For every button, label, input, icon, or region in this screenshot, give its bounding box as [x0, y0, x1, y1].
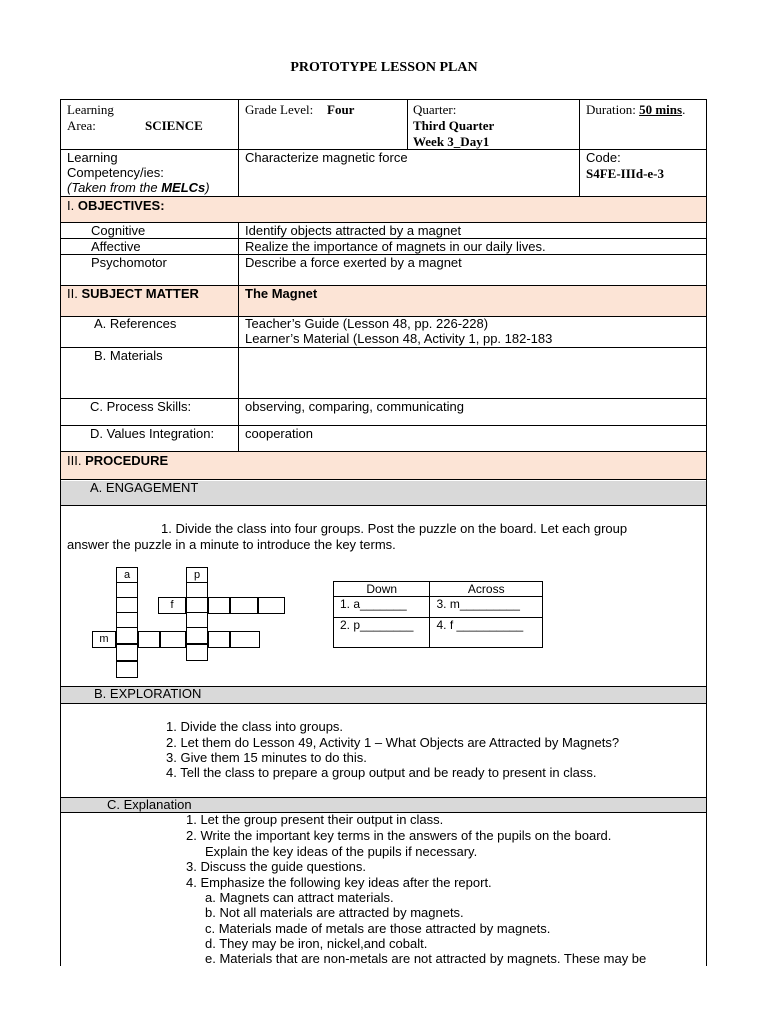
week-value: Week 3_Day1	[413, 134, 490, 149]
rule	[61, 505, 707, 506]
crossword-cell	[116, 627, 138, 644]
clue-down-2: 2. p________	[334, 618, 430, 648]
process-skills-label: C. Process Skills:	[90, 399, 192, 414]
explanation-step: 1. Let the group present their output in class.	[186, 812, 444, 827]
crossword-cell	[230, 631, 260, 648]
crossword-cell-a: a	[116, 567, 138, 584]
explanation-step: 4. Emphasize the following key ideas after the report.	[186, 875, 492, 890]
procedure-heading	[67, 453, 168, 468]
source-melcs: MELCs	[161, 180, 206, 195]
rule	[238, 100, 239, 196]
objective-domain-affective: Affective	[91, 239, 141, 254]
learning-area-label-2: Area:	[67, 118, 96, 133]
rule	[61, 451, 707, 452]
rule	[238, 222, 239, 451]
crossword-cell	[116, 661, 138, 678]
objective-text-psychomotor: Describe a force exerted by a magnet	[245, 255, 462, 270]
quarter-label: Quarter:	[413, 102, 457, 117]
duration-suffix: .	[682, 102, 686, 117]
duration	[586, 102, 685, 117]
explanation-heading: C. Explanation	[107, 797, 192, 812]
code-value: S4FE-IIId-e-3	[586, 166, 665, 181]
source-suffix: )	[205, 180, 210, 195]
exploration-step: 1. Divide the class into groups.	[166, 719, 344, 734]
key-idea: a. Magnets can attract materials.	[205, 890, 394, 905]
crossword-cell	[116, 644, 138, 661]
key-idea: c. Materials made of metals are those attracted by magnets.	[205, 921, 551, 936]
crossword-cell	[160, 631, 186, 648]
subject-matter-num: II.	[67, 286, 82, 301]
clues-header-across: Across	[430, 582, 543, 597]
key-idea: e. Materials that are non-metals are not attracted by magnets. These may be	[205, 951, 647, 966]
exploration-heading: B. EXPLORATION	[94, 686, 202, 701]
references-label: A. References	[94, 316, 177, 331]
rule	[61, 703, 707, 704]
clues-table	[333, 581, 543, 648]
learning-area-label: Learning	[67, 102, 114, 117]
values-integration-label: D. Values Integration:	[90, 426, 215, 441]
quarter-value: Third Quarter	[413, 118, 495, 133]
duration-label: Duration:	[586, 102, 636, 117]
grade-level-value: Four	[327, 102, 355, 117]
reference-item: Learner’s Material (Lesson 48, Activity 1, pp. 182-183	[245, 331, 553, 346]
values-integration-value: cooperation	[245, 426, 313, 441]
crossword-cell	[258, 597, 285, 614]
exploration-step: 4. Tell the class to prepare a group output and be ready to present in class.	[166, 765, 597, 780]
objectives-heading	[67, 198, 165, 213]
explanation-step: Explain the key ideas of the pupils if necessary.	[205, 844, 478, 859]
objectives-title: OBJECTIVES:	[77, 198, 165, 213]
clues-header-down: Down	[334, 582, 430, 597]
engagement-heading: A. ENGAGEMENT	[90, 480, 199, 495]
subject-matter-heading	[67, 286, 199, 301]
competency-source	[67, 180, 210, 195]
crossword-cell-m: m	[92, 631, 116, 648]
crossword-cell	[230, 597, 258, 614]
crossword-cell	[208, 631, 230, 648]
objectives-num: I.	[67, 198, 78, 213]
subject-matter-title: SUBJECT MATTER	[81, 286, 199, 301]
lesson-plan-table	[60, 99, 707, 966]
engagement-text: 1. Divide the class into four groups. Post the puzzle on the board. Let each group	[161, 521, 628, 536]
exploration-step: 3. Give them 15 minutes to do this.	[166, 750, 367, 765]
duration-value: 50 mins	[639, 102, 683, 117]
explanation-step: 3. Discuss the guide questions.	[186, 859, 366, 874]
crossword-cell	[186, 627, 208, 644]
source-prefix: (Taken from the	[67, 180, 162, 195]
rule	[407, 100, 408, 149]
process-skills-value: observing, comparing, communicating	[245, 399, 464, 414]
rule	[61, 196, 707, 197]
competency-label: Learning	[67, 150, 118, 165]
code-label: Code:	[586, 150, 621, 165]
grade-level-label: Grade Level:	[245, 102, 314, 117]
clue-across-4: 4. f __________	[430, 618, 543, 648]
materials-label: B. Materials	[94, 348, 163, 363]
subject-matter-value: The Magnet	[245, 286, 318, 301]
rule	[579, 100, 580, 196]
exploration-step: 2. Let them do Lesson 49, Activity 1 – What Objects are Attracted by Magnets?	[166, 735, 620, 750]
objective-domain-cognitive: Cognitive	[91, 223, 146, 238]
objective-domain-psychomotor: Psychomotor	[91, 255, 167, 270]
clue-down-1: 1. a_______	[334, 597, 430, 618]
procedure-title: PROCEDURE	[85, 453, 169, 468]
crossword-cell-p: p	[186, 567, 208, 584]
crossword-cell	[208, 597, 230, 614]
document-title: PROTOTYPE LESSON PLAN	[290, 60, 478, 75]
engagement-text: answer the puzzle in a minute to introduce the key terms.	[67, 537, 396, 552]
crossword-cell-f: f	[158, 597, 186, 614]
competency-value: Characterize magnetic force	[245, 150, 408, 165]
competency-label-2: Competency/ies:	[67, 165, 164, 180]
objective-text-cognitive: Identify objects attracted by a magnet	[245, 223, 462, 238]
crossword-cell	[186, 644, 208, 661]
procedure-num: III.	[67, 453, 86, 468]
reference-item: Teacher’s Guide (Lesson 48, pp. 226-228)	[245, 316, 489, 331]
objective-text-affective: Realize the importance of magnets in our daily lives.	[245, 239, 546, 254]
key-idea: b. Not all materials are attracted by magnets.	[205, 905, 464, 920]
key-idea: d. They may be iron, nickel,and cobalt.	[205, 936, 428, 951]
clue-across-3: 3. m_________	[430, 597, 543, 618]
learning-area-value: SCIENCE	[145, 118, 203, 133]
crossword-cell	[138, 631, 160, 648]
explanation-step: 2. Write the important key terms in the answers of the pupils on the board.	[186, 828, 612, 843]
